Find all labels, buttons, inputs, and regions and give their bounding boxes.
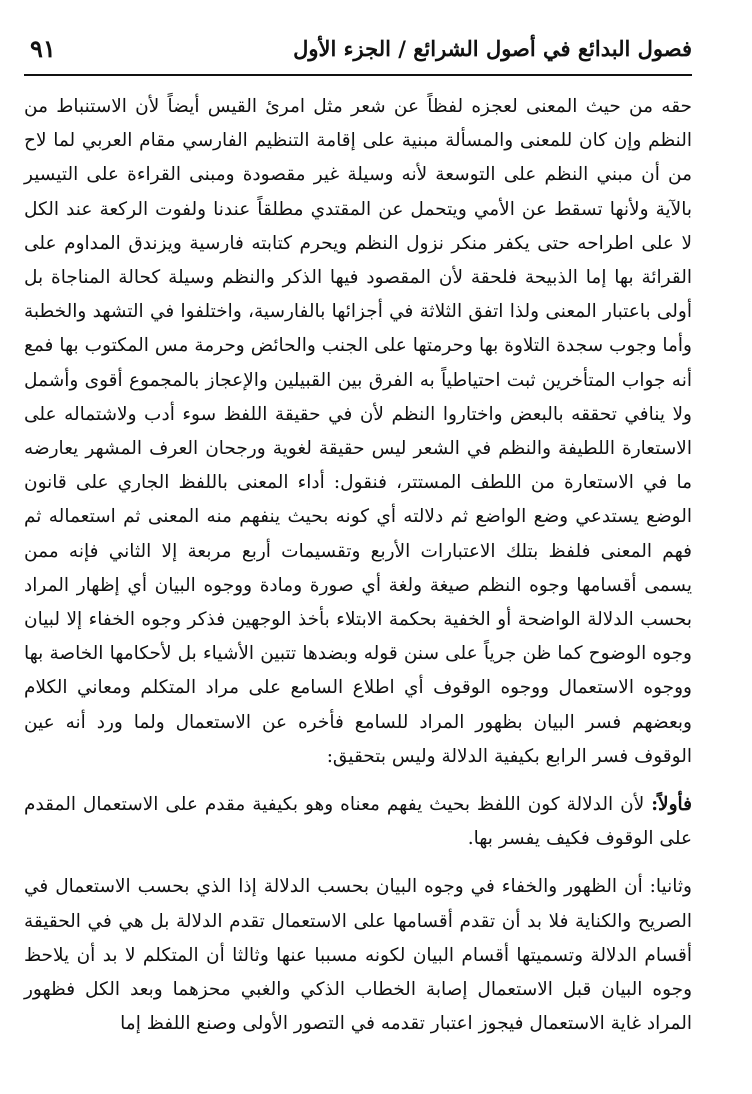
- point-label-second: وثانيا:: [649, 876, 692, 898]
- paragraph-text: حقه من حيث المعنى لعجزه لفظاً عن شعر مثل امرئ القيس أيضاً لأن الاستنباط من النظم وإن كان للمعنى والمسألة مبنية على إقامة التنظيم الفارسي مقام العربي لما لاح من أن مبني النظم على التوسعة لأنه وسيلة غير مقصودة ومبنى القراءة على التيسير بالآية ولأنها تسقط عن الأمي ويتحمل عن المقتدي مطلقاً عندنا ولفوت الركعة عند الكل لا على اطراحه حتى يكفر منكر نزول النظم ويحرم كتابته فارسية ويزندق المداوم على القرائة بها إما الذبيحة فلحقة لأن المقصود فيها الذكر والنظم وسيلة كحالة المناجاة بل أولى باعتبار المعنى ولذا اتفق الثلاثة في أجزائها بالفارسية، واختلفوا في التشهد والخطبة وأما وجوب سجدة التلاوة بها وحرمتها على الجنب والحائض وحرمة مس المكتوب بها فمع أنه جواب المتأخرين ثبت احتياطياً به الفرق بين القبيلين والإعجاز بالمجموع أقوى وأشمل ولا ينافي تحققه بالبعض واختاروا النظم لأن في حقيقة اللفظ سوء أدب ولاشتماله على الاستعارة اللطيفة والنظم في الشعر ليس حقيقة لغوية ورجحان العرف المشهر يعارضه ما في الاستعارة من اللطف المستتر، فنقول: أداء المعنى باللفظ الجاري على قانون الوضع يستدعي وضع الواضع ثم دلالته أي كونه بحيث ينفهم منه المعنى ثم استعماله ثم فهم المعنى فلفظ بتلك الاعتبارات الأربع وتقسيمات أربع مربعة إلا الثاني فإنه ممن يسمى أقسامها وجوه النظم صيغة ولغة أي صورة ومادة ووجوه البيان أي إظهار المراد بحسب الدلالة الواضحة أو الخفية بحكمة الابتلاء بأخذ الوجهين فذكر وجوه الخفاء إلا لبيان وجوه الوضوح كما ظن جرياً على سنن قوله وبضدها تتبين الأشياء بل لأحكامها الخاصة بها ووجوه الاستعمال ووجوه الوقوف أي اطلاع السامع على مراد المتكلم ومعاني الكلام وبعضهم فسر البيان بظهور المراد للسامع فأخره عن الاستعمال ولما ورد أنه عين الوقوف فسر الرابع بكيفية الدلالة وليس بتحقيق:: [24, 96, 692, 767]
- header-title: فصول البدائع في أصول الشرائع / الجزء الأول: [293, 36, 692, 61]
- point-label-first: فأولاً:: [651, 794, 692, 816]
- paragraph-first-point: [24, 788, 692, 856]
- page-number: ٩١: [30, 34, 56, 63]
- body-text: [24, 90, 692, 1041]
- paragraph-text: لأن الدلالة كون اللفظ بحيث يفهم معناه وهو بكيفية مقدم على الاستعمال المقدم على الوقوف فكيف يفسر بها.: [24, 794, 692, 850]
- paragraph-main: [24, 90, 692, 774]
- running-header: [24, 28, 692, 76]
- paragraph-text: أن الظهور والخفاء في وجوه البيان بحسب الدلالة إذا الذي بحسب الاستعمال في الصريح والكناية فلا بد أن تقدم أقسامها على الاستعمال تقدم الدلالة بل هي في الحقيقة أقسام الدلالة وتسميتها أقسام البيان لكونه مسببا عنها وثالثا أن المتكلم لا بد أن يلاحظ وجوه البيان قبل الاستعمال إصابة الخطاب الذكي والغبي محزهما وبعد الكل فظهور المراد غاية الاستعمال فيجوز اعتبار تقدمه في التصور الأولى وصنع اللفظ إما: [24, 876, 692, 1035]
- paragraph-second-point: [24, 870, 692, 1041]
